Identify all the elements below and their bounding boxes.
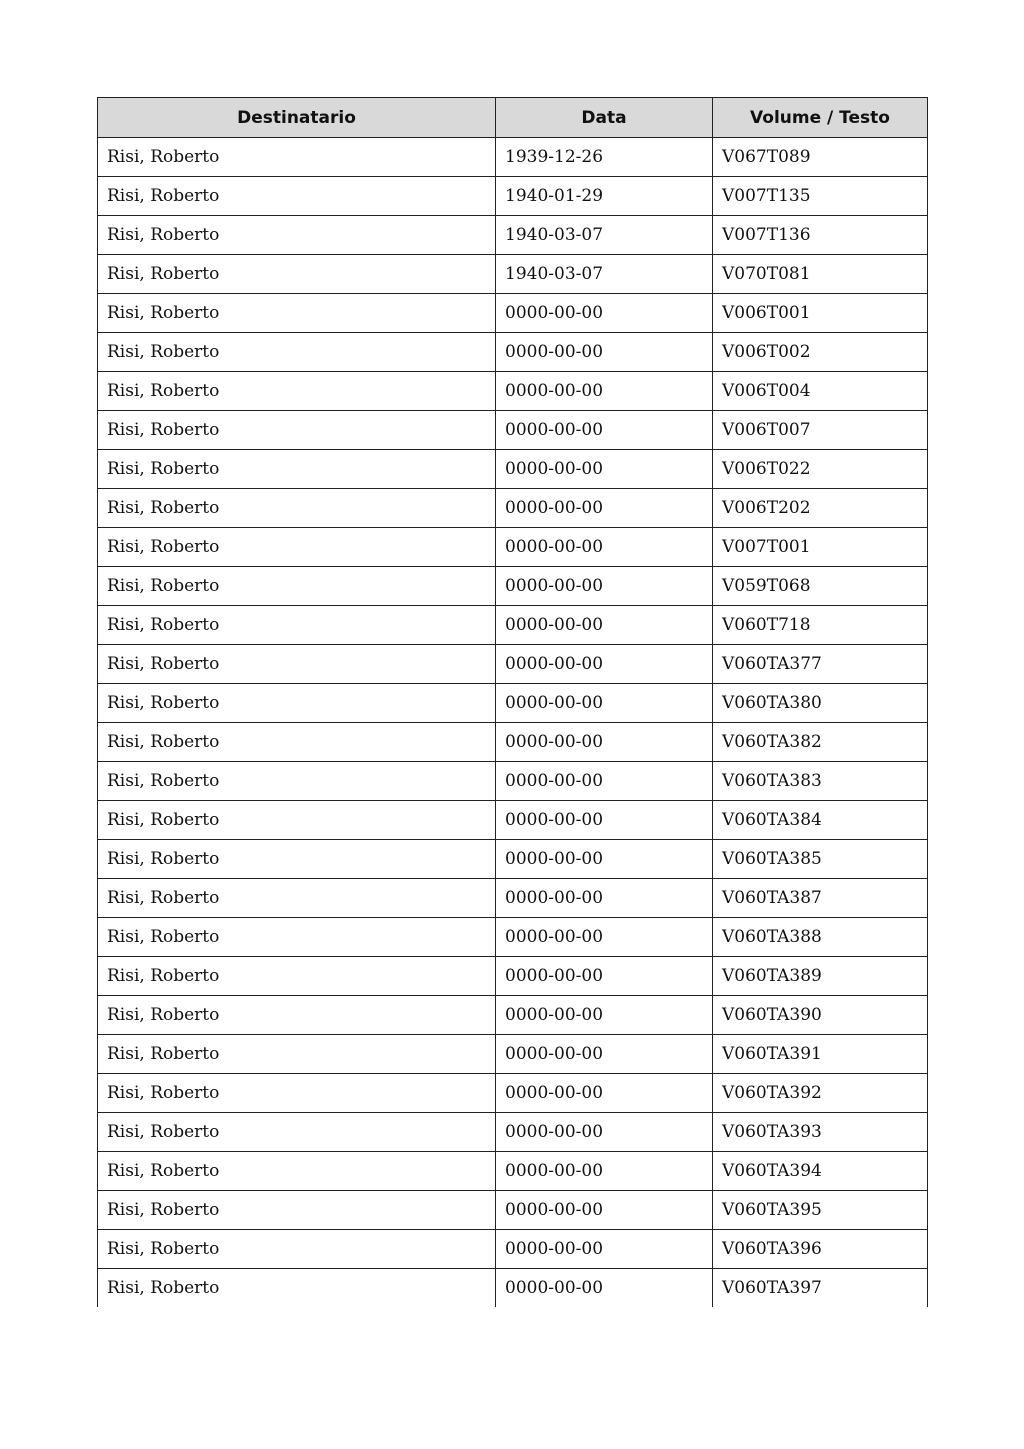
cell-volume-testo: V007T135 [713, 177, 928, 216]
cell-volume-testo: V060TA387 [713, 879, 928, 918]
table-row [98, 216, 928, 255]
header-destinatario: Destinatario [98, 98, 496, 138]
cell-destinatario: Risi, Roberto [98, 879, 496, 918]
cell-data: 0000-00-00 [496, 801, 713, 840]
cell-volume-testo: V060TA384 [713, 801, 928, 840]
cell-data: 1940-01-29 [496, 177, 713, 216]
cell-destinatario: Risi, Roberto [98, 1113, 496, 1152]
cell-data: 0000-00-00 [496, 1035, 713, 1074]
header-row [98, 98, 928, 138]
cell-volume-testo: V060TA391 [713, 1035, 928, 1074]
cell-volume-testo: V067T089 [713, 138, 928, 177]
cell-destinatario: Risi, Roberto [98, 333, 496, 372]
cell-volume-testo: V007T001 [713, 528, 928, 567]
table-row [98, 567, 928, 606]
cell-volume-testo: V006T202 [713, 489, 928, 528]
table-row [98, 1113, 928, 1152]
cell-destinatario: Risi, Roberto [98, 138, 496, 177]
cell-destinatario: Risi, Roberto [98, 1074, 496, 1113]
cell-data: 0000-00-00 [496, 450, 713, 489]
cell-volume-testo: V006T001 [713, 294, 928, 333]
table-row [98, 138, 928, 177]
table-row [98, 684, 928, 723]
cell-destinatario: Risi, Roberto [98, 294, 496, 333]
cell-data: 1939-12-26 [496, 138, 713, 177]
cell-destinatario: Risi, Roberto [98, 255, 496, 294]
table-row [98, 801, 928, 840]
cell-volume-testo: V060TA396 [713, 1230, 928, 1269]
table-row [98, 1074, 928, 1113]
cell-destinatario: Risi, Roberto [98, 801, 496, 840]
cell-volume-testo: V060T718 [713, 606, 928, 645]
cell-data: 0000-00-00 [496, 684, 713, 723]
cell-volume-testo: V060TA388 [713, 918, 928, 957]
cell-volume-testo: V006T004 [713, 372, 928, 411]
cell-destinatario: Risi, Roberto [98, 177, 496, 216]
cell-destinatario: Risi, Roberto [98, 606, 496, 645]
table-row [98, 255, 928, 294]
table-row [98, 294, 928, 333]
table-row [98, 723, 928, 762]
cell-destinatario: Risi, Roberto [98, 1191, 496, 1230]
cell-volume-testo: V060TA394 [713, 1152, 928, 1191]
cell-volume-testo: V060TA395 [713, 1191, 928, 1230]
table-row [98, 411, 928, 450]
cell-volume-testo: V060TA383 [713, 762, 928, 801]
cell-data: 0000-00-00 [496, 294, 713, 333]
cell-data: 0000-00-00 [496, 1269, 713, 1308]
table-row [98, 528, 928, 567]
cell-data: 0000-00-00 [496, 840, 713, 879]
cell-destinatario: Risi, Roberto [98, 840, 496, 879]
cell-data: 0000-00-00 [496, 996, 713, 1035]
cell-destinatario: Risi, Roberto [98, 762, 496, 801]
cell-volume-testo: V060TA390 [713, 996, 928, 1035]
table-row [98, 996, 928, 1035]
cell-volume-testo: V060TA382 [713, 723, 928, 762]
table-row [98, 606, 928, 645]
cell-data: 0000-00-00 [496, 1074, 713, 1113]
table-row [98, 177, 928, 216]
cell-destinatario: Risi, Roberto [98, 1230, 496, 1269]
cell-destinatario: Risi, Roberto [98, 528, 496, 567]
table-header [98, 98, 928, 138]
table-row [98, 1191, 928, 1230]
table-row [98, 1152, 928, 1191]
cell-volume-testo: V060TA393 [713, 1113, 928, 1152]
cell-data: 0000-00-00 [496, 372, 713, 411]
table-body [98, 138, 928, 1308]
table-row [98, 645, 928, 684]
cell-destinatario: Risi, Roberto [98, 645, 496, 684]
cell-data: 0000-00-00 [496, 762, 713, 801]
cell-destinatario: Risi, Roberto [98, 450, 496, 489]
header-volume-testo: Volume / Testo [713, 98, 928, 138]
cell-data: 0000-00-00 [496, 1230, 713, 1269]
cell-volume-testo: V060TA397 [713, 1269, 928, 1308]
cell-destinatario: Risi, Roberto [98, 684, 496, 723]
cell-destinatario: Risi, Roberto [98, 918, 496, 957]
cell-destinatario: Risi, Roberto [98, 957, 496, 996]
cell-destinatario: Risi, Roberto [98, 372, 496, 411]
cell-destinatario: Risi, Roberto [98, 1035, 496, 1074]
cell-volume-testo: V060TA392 [713, 1074, 928, 1113]
cell-volume-testo: V060TA385 [713, 840, 928, 879]
cell-volume-testo: V060TA380 [713, 684, 928, 723]
cell-destinatario: Risi, Roberto [98, 411, 496, 450]
cell-volume-testo: V060TA389 [713, 957, 928, 996]
cell-data: 0000-00-00 [496, 918, 713, 957]
table-row [98, 1035, 928, 1074]
cell-volume-testo: V006T007 [713, 411, 928, 450]
table-row [98, 1230, 928, 1269]
cell-volume-testo: V006T002 [713, 333, 928, 372]
cell-data: 0000-00-00 [496, 411, 713, 450]
table-row [98, 372, 928, 411]
table-row [98, 957, 928, 996]
cell-destinatario: Risi, Roberto [98, 996, 496, 1035]
table-row [98, 918, 928, 957]
cell-data: 0000-00-00 [496, 606, 713, 645]
cell-data: 1940-03-07 [496, 216, 713, 255]
table-row [98, 1269, 928, 1308]
table-row [98, 879, 928, 918]
cell-volume-testo: V007T136 [713, 216, 928, 255]
table-row [98, 762, 928, 801]
table-row [98, 840, 928, 879]
cell-data: 0000-00-00 [496, 567, 713, 606]
cell-volume-testo: V006T022 [713, 450, 928, 489]
cell-data: 0000-00-00 [496, 528, 713, 567]
cell-data: 0000-00-00 [496, 879, 713, 918]
cell-data: 0000-00-00 [496, 489, 713, 528]
table-row [98, 450, 928, 489]
cell-volume-testo: V059T068 [713, 567, 928, 606]
cell-volume-testo: V060TA377 [713, 645, 928, 684]
cell-destinatario: Risi, Roberto [98, 1152, 496, 1191]
cell-data: 0000-00-00 [496, 957, 713, 996]
cell-data: 0000-00-00 [496, 1191, 713, 1230]
cell-destinatario: Risi, Roberto [98, 723, 496, 762]
cell-data: 1940-03-07 [496, 255, 713, 294]
cell-destinatario: Risi, Roberto [98, 489, 496, 528]
letters-table [97, 97, 928, 1307]
header-data: Data [496, 98, 713, 138]
cell-data: 0000-00-00 [496, 645, 713, 684]
table-row [98, 333, 928, 372]
cell-data: 0000-00-00 [496, 1152, 713, 1191]
cell-data: 0000-00-00 [496, 723, 713, 762]
cell-destinatario: Risi, Roberto [98, 1269, 496, 1308]
cell-destinatario: Risi, Roberto [98, 216, 496, 255]
table-row [98, 489, 928, 528]
cell-destinatario: Risi, Roberto [98, 567, 496, 606]
cell-data: 0000-00-00 [496, 333, 713, 372]
cell-data: 0000-00-00 [496, 1113, 713, 1152]
cell-volume-testo: V070T081 [713, 255, 928, 294]
